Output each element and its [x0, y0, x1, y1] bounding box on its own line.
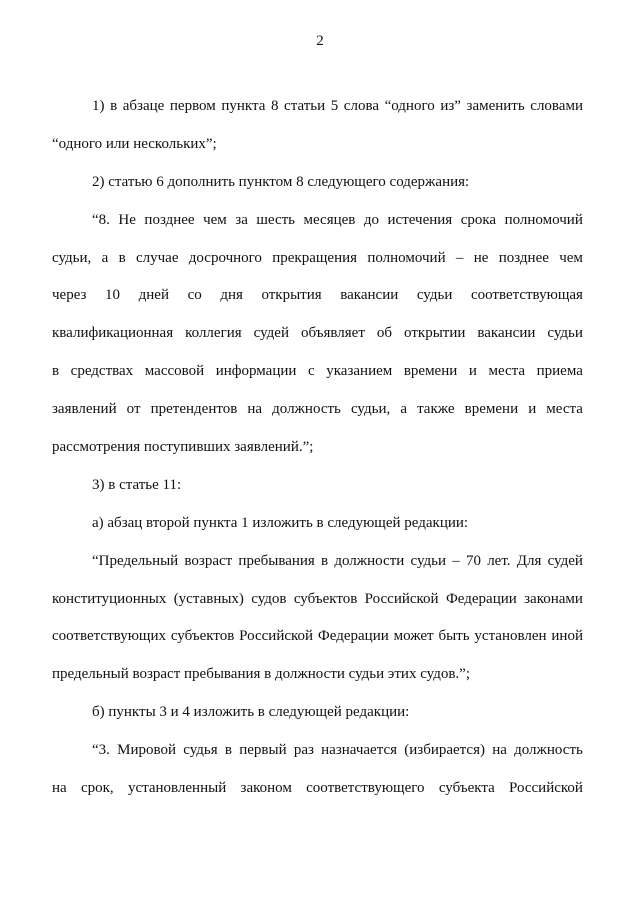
text-line [52, 618, 583, 656]
text-word: (уставных) [173, 590, 244, 607]
text-word: раз [293, 742, 314, 759]
text-word: – [455, 249, 464, 266]
text-word: судей [547, 552, 583, 569]
text-word: 8 [270, 98, 279, 114]
text-word: на [52, 780, 67, 797]
text-word: в [224, 742, 232, 759]
text-word: Российской [509, 780, 583, 797]
text-word: позднее [498, 249, 549, 266]
text-word: не [473, 249, 489, 266]
text-word: места [488, 363, 526, 380]
text-word: 70 [465, 552, 481, 569]
text-word: времени [464, 401, 519, 418]
text-line [52, 202, 583, 240]
text-word: соответствующая [470, 287, 583, 304]
text-word: судья [183, 742, 218, 759]
text-word: словами [530, 98, 583, 114]
text-word: должность [514, 742, 583, 759]
text-word: приема [536, 363, 583, 380]
text-line: б) пункты 3 и 4 изложить в следующей редакции: [92, 704, 410, 721]
text-word: а [101, 249, 109, 266]
text-word: от [126, 401, 141, 418]
text-word: дней [138, 287, 169, 304]
text-word: также [417, 401, 455, 418]
text-word: шесть [256, 211, 296, 228]
text-word: квалификационная [52, 325, 174, 342]
text-line [52, 770, 583, 808]
text-word: 10 [105, 287, 121, 304]
text-word: об [376, 325, 393, 342]
text-line [52, 543, 583, 581]
text-line: а) абзац второй пункта 1 изложить в следующей редакции: [92, 514, 469, 531]
text-word: прекращения [272, 249, 358, 266]
text-word: истечения [387, 211, 453, 228]
text-word: пункта [221, 98, 266, 114]
text-word: законом [240, 780, 292, 797]
text-word: объявляет [301, 325, 365, 342]
text-word: быть [438, 628, 470, 645]
text-word: должность [272, 401, 341, 418]
text-line [52, 732, 583, 770]
text-word: указанием [326, 363, 393, 380]
text-word: иной [551, 628, 583, 645]
text-word: месяцев [303, 211, 356, 228]
text-word: с [307, 363, 315, 380]
text-line [52, 88, 583, 126]
text-word: пребывания [238, 552, 315, 569]
text-word: в [118, 249, 126, 266]
text-word: судьи, [350, 401, 391, 418]
text-word: претендентов [150, 401, 238, 418]
text-word: на [492, 742, 507, 759]
text-word: дня [220, 287, 243, 304]
text-line: “одного или нескольких”; [52, 135, 217, 152]
text-line [52, 353, 583, 391]
text-line: 2) статью 6 дополнить пунктом 8 следующего содержания: [92, 173, 470, 190]
text-word: Федерации [317, 628, 389, 645]
text-word: законами [524, 590, 583, 607]
text-word: открытия [261, 287, 322, 304]
text-word: “3. [92, 742, 110, 759]
text-word: через [52, 287, 87, 304]
text-word: случае [135, 249, 179, 266]
text-word: установлен [474, 628, 547, 645]
text-word: первом [169, 98, 216, 114]
text-word: конституционных [52, 590, 167, 607]
text-word: со [187, 287, 202, 304]
text-word: Не [118, 211, 136, 228]
text-word: информации [215, 363, 297, 380]
text-word: судьи [416, 287, 453, 304]
text-line [52, 240, 583, 278]
text-word: Мировой [117, 742, 177, 759]
text-word: соответствующих [52, 628, 166, 645]
text-word: (избирается) [404, 742, 485, 759]
text-word: а [400, 401, 407, 418]
text-word: вакансии [477, 325, 536, 342]
text-line [52, 315, 583, 353]
text-line [52, 391, 583, 429]
text-word: судьи [547, 325, 583, 342]
text-word: должности [334, 552, 405, 569]
text-word: абзаце [122, 98, 165, 114]
text-word: субъектов [293, 590, 358, 607]
text-word: за [235, 211, 248, 228]
text-word: судьи [410, 552, 447, 569]
text-word: 1) [92, 98, 105, 114]
text-word: в [321, 552, 329, 569]
text-word: возраст [184, 552, 233, 569]
text-word: Российской [364, 590, 439, 607]
text-word: судов [251, 590, 287, 607]
text-word: соответствующего [306, 780, 425, 797]
text-word: чем [203, 211, 227, 228]
text-word: из” [440, 98, 461, 114]
text-word: срок, [80, 780, 114, 797]
text-word: Федерации [445, 590, 517, 607]
text-word: места [546, 401, 583, 418]
page-number: 2 [316, 33, 324, 49]
text-word: может [393, 628, 434, 645]
text-word: в [52, 363, 60, 380]
text-word: Для [516, 552, 542, 569]
text-line [52, 581, 583, 619]
text-word: полномочий [504, 211, 583, 228]
text-word: до [363, 211, 380, 228]
text-word: и [528, 401, 537, 418]
text-word: чем [559, 249, 583, 266]
text-word: времени [403, 363, 458, 380]
text-line: предельный возраст пребывания в должности судьи этих судов.”; [52, 666, 471, 683]
text-word: “Предельный [92, 552, 179, 569]
text-word: средствах [70, 363, 134, 380]
text-word: позднее [144, 211, 195, 228]
text-word: заменить [466, 98, 525, 114]
text-word: открытии [404, 325, 466, 342]
text-word: “одного [384, 98, 435, 114]
text-word: субъекта [438, 780, 495, 797]
text-word: первый [239, 742, 287, 759]
text-word: в [110, 98, 118, 114]
text-word: вакансии [340, 287, 399, 304]
text-word: срока [460, 211, 497, 228]
text-word: “8. [92, 211, 110, 228]
text-word: слова [343, 98, 379, 114]
text-word: коллегия [185, 325, 242, 342]
text-word: на [247, 401, 263, 418]
text-line: 3) в статье 11: [92, 476, 182, 493]
text-word: субъектов [170, 628, 235, 645]
text-word: – [452, 552, 460, 569]
text-word: установленный [127, 780, 227, 797]
text-word: судей [253, 325, 289, 342]
text-word: 5 [330, 98, 339, 114]
text-word: досрочного [188, 249, 262, 266]
text-word: заявлений [52, 401, 117, 418]
document-body [52, 88, 583, 808]
text-word: Российской [239, 628, 314, 645]
text-word: и [468, 363, 477, 380]
text-word: судьи, [52, 249, 92, 266]
text-word: полномочий [367, 249, 446, 266]
text-line: рассмотрения поступивших заявлений.”; [52, 439, 314, 456]
text-word: массовой [144, 363, 205, 380]
text-word: лет. [487, 552, 511, 569]
text-word: назначается [321, 742, 398, 759]
text-line [52, 277, 583, 315]
text-word: статьи [284, 98, 326, 114]
